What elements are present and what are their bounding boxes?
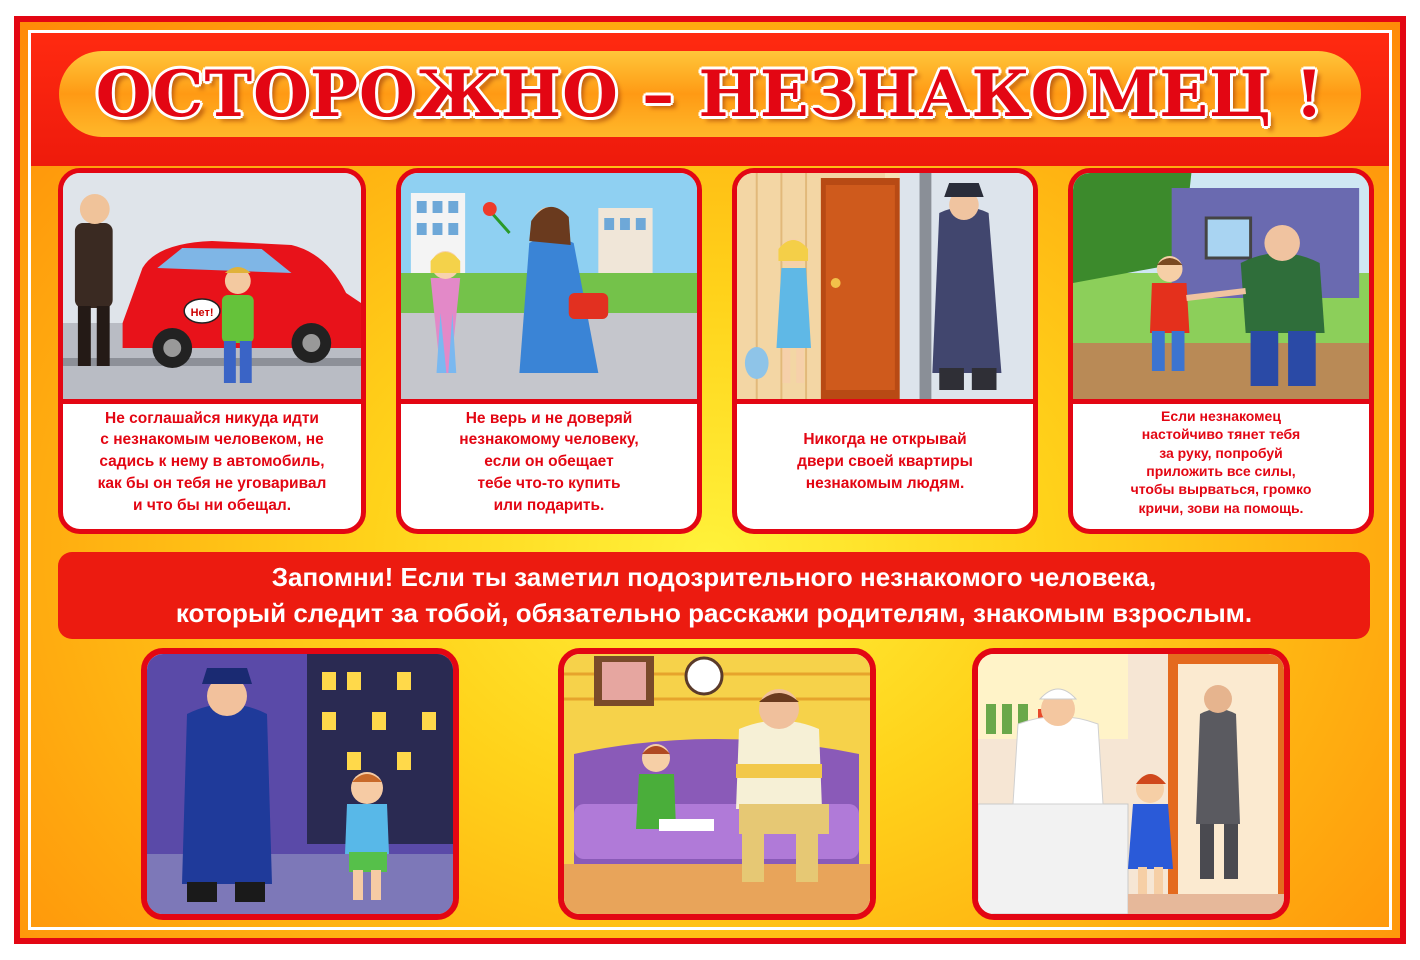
rule-card-2 <box>396 168 702 534</box>
father-on-sofa-illustration <box>558 648 876 920</box>
rule-card-3 <box>732 168 1038 534</box>
speech-bubble-text: Нет! <box>190 306 214 320</box>
woman-with-flower-illustration <box>401 173 697 401</box>
rule-card-1 <box>58 168 366 534</box>
poster-title: ОСТОРОЖНО – НЕЗНАКОМЕЦ ! <box>95 57 1325 132</box>
shop-assistant-illustration <box>972 648 1290 920</box>
rule-caption: Не соглашайся никуда идти с незнакомым человеком, не садись к нему в автомобиль, как бы он тебя не уговаривал и что бы ни обещал. <box>97 409 327 514</box>
stranger-pulling-boy-illustration <box>1073 173 1369 401</box>
stranger-car-illustration <box>63 173 361 401</box>
police-officer-illustration <box>141 648 459 920</box>
remember-banner: Запомни! Если ты заметил подозрительного незнакомого человека, который следит за тобой, обязательно расскажи родителям, знакомым взрослым. <box>58 552 1370 639</box>
rule-card-4 <box>1068 168 1374 534</box>
rule-caption: Никогда не открывай двери своей квартиры незнакомым людям. <box>797 431 973 492</box>
rule-caption: Если незнакомец настойчиво тянет тебя за руку, попробуй приложить все силы, чтобы вырваться, громко кричи, зови на помощь. <box>1130 407 1312 516</box>
title-pill <box>59 51 1361 137</box>
title-band <box>31 33 1389 166</box>
poster <box>14 16 1406 944</box>
rule-caption: Не верь и не доверяй незнакомому человеку, если он обещает тебе что-то купить или подарить. <box>459 409 639 514</box>
girl-at-door-illustration <box>737 173 1033 401</box>
